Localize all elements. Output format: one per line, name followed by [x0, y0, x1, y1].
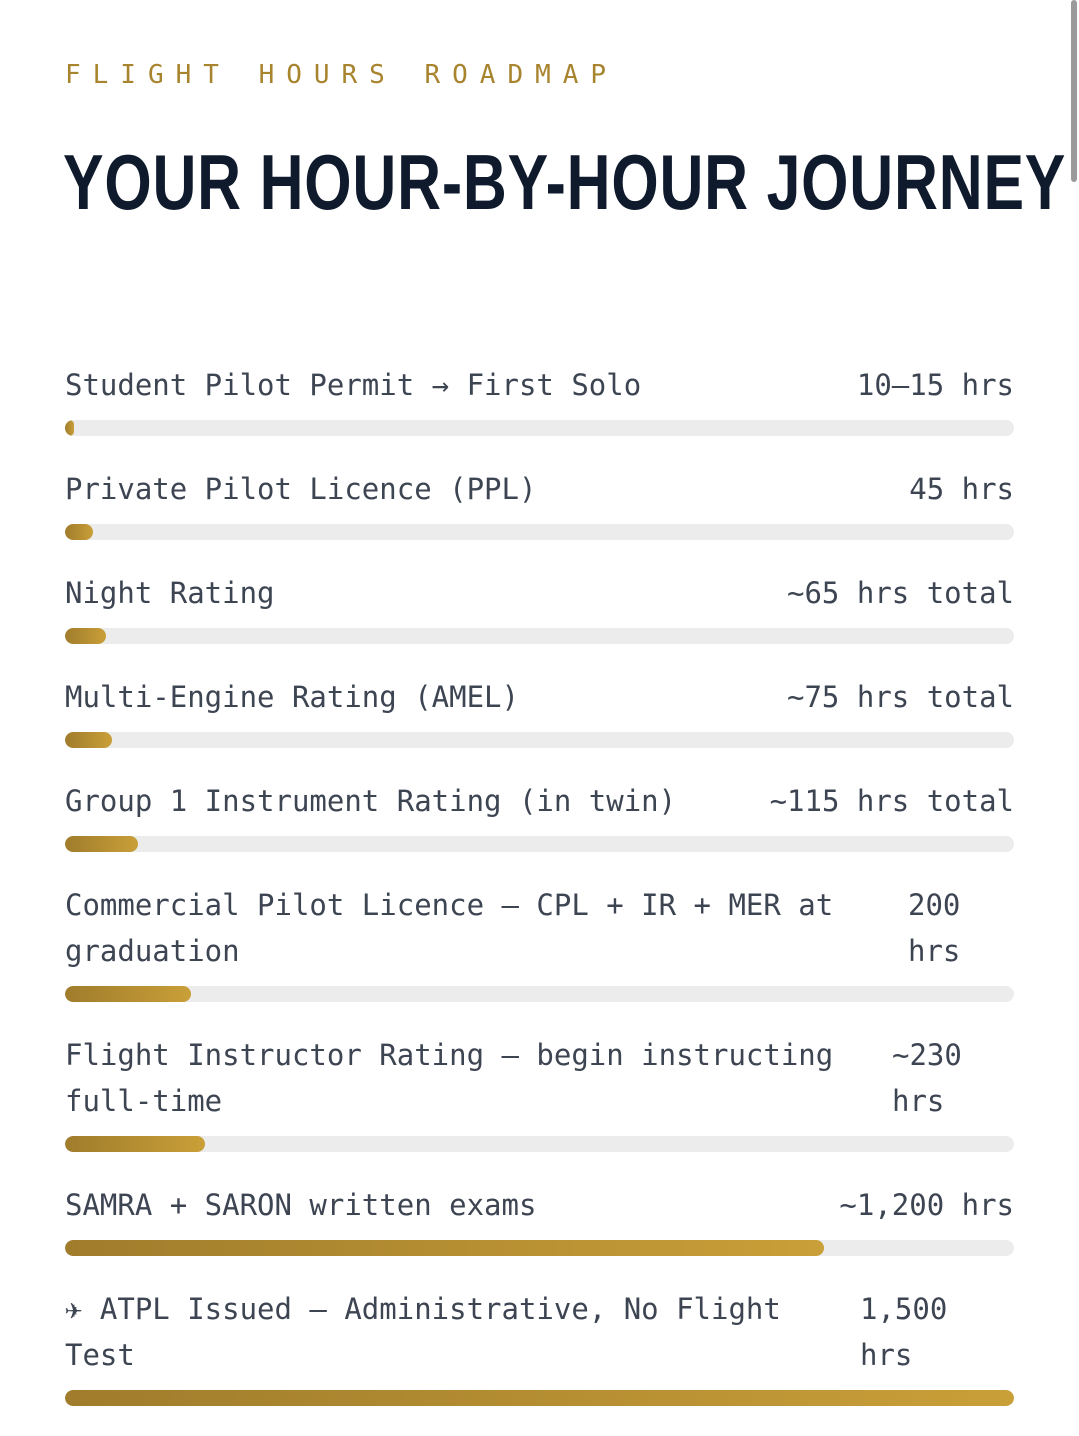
milestone-night-rating: [65, 570, 1014, 644]
progress-track: [65, 1136, 1014, 1152]
milestone-hours: ~115 hrs total: [769, 784, 1014, 818]
milestone-hours: ~230 hrs: [892, 1038, 962, 1118]
progress-track: [65, 524, 1014, 540]
milestone-label: Night Rating: [65, 576, 275, 610]
milestone-flight-instructor: [65, 1032, 1014, 1152]
milestone-label: Commercial Pilot Licence — CPL + IR + MER at graduation: [65, 888, 834, 968]
progress-fill: [65, 732, 112, 748]
milestone-hours: ~75 hrs total: [787, 680, 1014, 714]
milestone-hours: 1,500 hrs: [860, 1292, 948, 1372]
scrollbar-thumb[interactable]: [1071, 0, 1077, 182]
milestone-hours: 200 hrs: [908, 888, 961, 968]
page-title: YOUR HOUR-BY-HOUR JOURNEY: [63, 138, 1067, 226]
milestone-label: Group 1 Instrument Rating (in twin): [65, 784, 677, 818]
milestone-list: [65, 362, 1014, 1436]
milestone-label: Multi-Engine Rating (AMEL): [65, 680, 519, 714]
progress-fill: [65, 1240, 824, 1256]
progress-fill: [65, 524, 93, 540]
scrollbar[interactable]: [1067, 0, 1079, 1390]
section-eyebrow: FLIGHT HOURS ROADMAP: [65, 60, 619, 90]
milestone-ppl: [65, 466, 1014, 540]
milestone-label: ✈ ATPL Issued — Administrative, No Flight Test: [65, 1292, 781, 1372]
progress-fill: [65, 986, 191, 1002]
progress-track: [65, 1390, 1014, 1406]
milestone-label: SAMRA + SARON written exams: [65, 1188, 537, 1222]
progress-track: [65, 986, 1014, 1002]
milestone-hours: ~65 hrs total: [787, 576, 1014, 610]
progress-fill: [65, 1390, 1014, 1406]
progress-fill: [65, 1136, 205, 1152]
progress-track: [65, 628, 1014, 644]
milestone-cpl: [65, 882, 1014, 1002]
progress-track: [65, 732, 1014, 748]
progress-track: [65, 420, 1014, 436]
milestone-label: Student Pilot Permit → First Solo: [65, 368, 642, 402]
milestone-label: Flight Instructor Rating — begin instructing full-time: [65, 1038, 834, 1118]
progress-fill: [65, 628, 106, 644]
milestone-student-solo: [65, 362, 1014, 436]
milestone-instrument-rating: [65, 778, 1014, 852]
milestone-hours: 45 hrs: [909, 472, 1014, 506]
progress-track: [65, 1240, 1014, 1256]
progress-fill: [65, 836, 138, 852]
progress-fill: [65, 420, 74, 436]
milestone-multi-engine: [65, 674, 1014, 748]
progress-track: [65, 836, 1014, 852]
milestone-hours: 10–15 hrs: [856, 368, 1014, 402]
milestone-hours: ~1,200 hrs: [839, 1188, 1014, 1222]
milestone-atpl: [65, 1286, 1014, 1406]
milestone-label: Private Pilot Licence (PPL): [65, 472, 537, 506]
milestone-written-exams: [65, 1182, 1014, 1256]
